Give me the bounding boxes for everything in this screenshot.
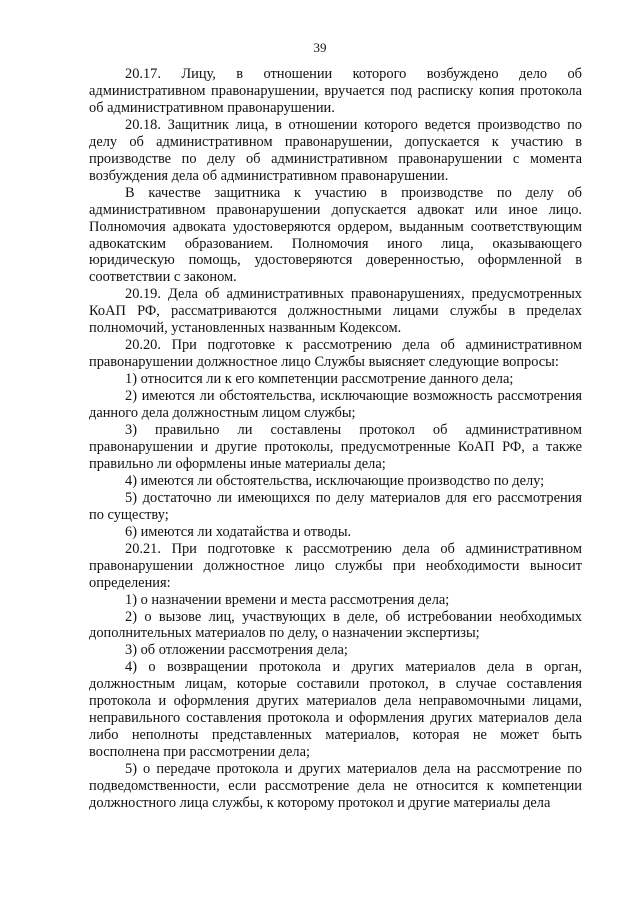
page-number: 39 [313,40,327,55]
list-item-20-21-5: 5) о передаче протокола и других материалов дела на рассмотрение по подведомственности, если рассмотрение дела не относится к компетенции должностного лица службы, к которому протокол и другие материалы дела [89,761,582,811]
list-item-20-20-5: 5) достаточно ли имеющихся по делу материалов для его рассмотрения по существу; [89,489,582,523]
list-item-20-20-1: 1) относится ли к его компетенции рассмотрение данного дела; [125,371,514,388]
paragraph-20-19: 20.19. Дела об административных правонарушениях, предусмотренных КоАП РФ, рассматриваются должностными лицами службы в пределах полномочий, установленных названным Кодексом. [89,286,582,337]
paragraph-20-20: 20.20. При подготовке к рассмотрению дела об административном правонарушении должностное лицо Службы выясняет следующие вопросы: [89,337,582,371]
paragraph-defender: В качестве защитника к участию в производстве по делу об административном правонарушении допускается адвокат или иное лицо. Полномочия адвоката удостоверяются ордером, выданным соответствующим адвокатским образованием. Полномочия иного лица, оказывающего юридическую помощь, удостоверяются доверенностью, оформленной в соответствии с законом. [89,184,582,286]
paragraph-20-17: 20.17. Лицу, в отношении которого возбуждено дело об административном правонарушении, вручается под расписку копия протокола об административном правонарушении. [89,66,582,116]
list-item-20-21-2: 2) о вызове лиц, участвующих в деле, об истребовании необходимых дополнительных материалов по делу, о назначении экспертизы; [89,608,582,642]
paragraph-20-21: 20.21. При подготовке к рассмотрению дела об административном правонарушении должностное лицо службы при необходимости выносит определения: [89,540,582,591]
paragraph-20-18: 20.18. Защитник лица, в отношении которого ведется производство по делу об административном правонарушении, допускается к участию в производстве по делу об административном правонарушении с момента возбуждения дела об административном правонарушении. [89,116,582,184]
list-item-20-21-1: 1) о назначении времени и места рассмотрения дела; [125,591,450,608]
list-item-20-21-4: 4) о возвращении протокола и других материалов дела в орган, должностным лицам, которые составили протокол, в случае составления протокола и оформления других материалов дела неправомочными лицами, неправильного составления протокола и оформления других материалов дела либо неполноты представленных материалов, которая не может быть восполнена при рассмотрении дела; [89,659,582,761]
document-body [89,66,582,812]
list-item-20-20-3: 3) правильно ли составлены протокол об административном правонарушении и другие протоколы, предусмотренные КоАП РФ, а также правильно ли оформлены иные материалы дела; [89,422,582,472]
list-item-20-20-6: 6) имеются ли ходатайства и отводы. [125,523,352,540]
list-item-20-20-4: 4) имеются ли обстоятельства, исключающие производство по делу; [125,472,545,489]
list-item-20-20-2: 2) имеются ли обстоятельства, исключающие возможность рассмотрения данного дела должностным лицом службы; [89,388,582,422]
list-item-20-21-3: 3) об отложении рассмотрения дела; [125,642,348,659]
